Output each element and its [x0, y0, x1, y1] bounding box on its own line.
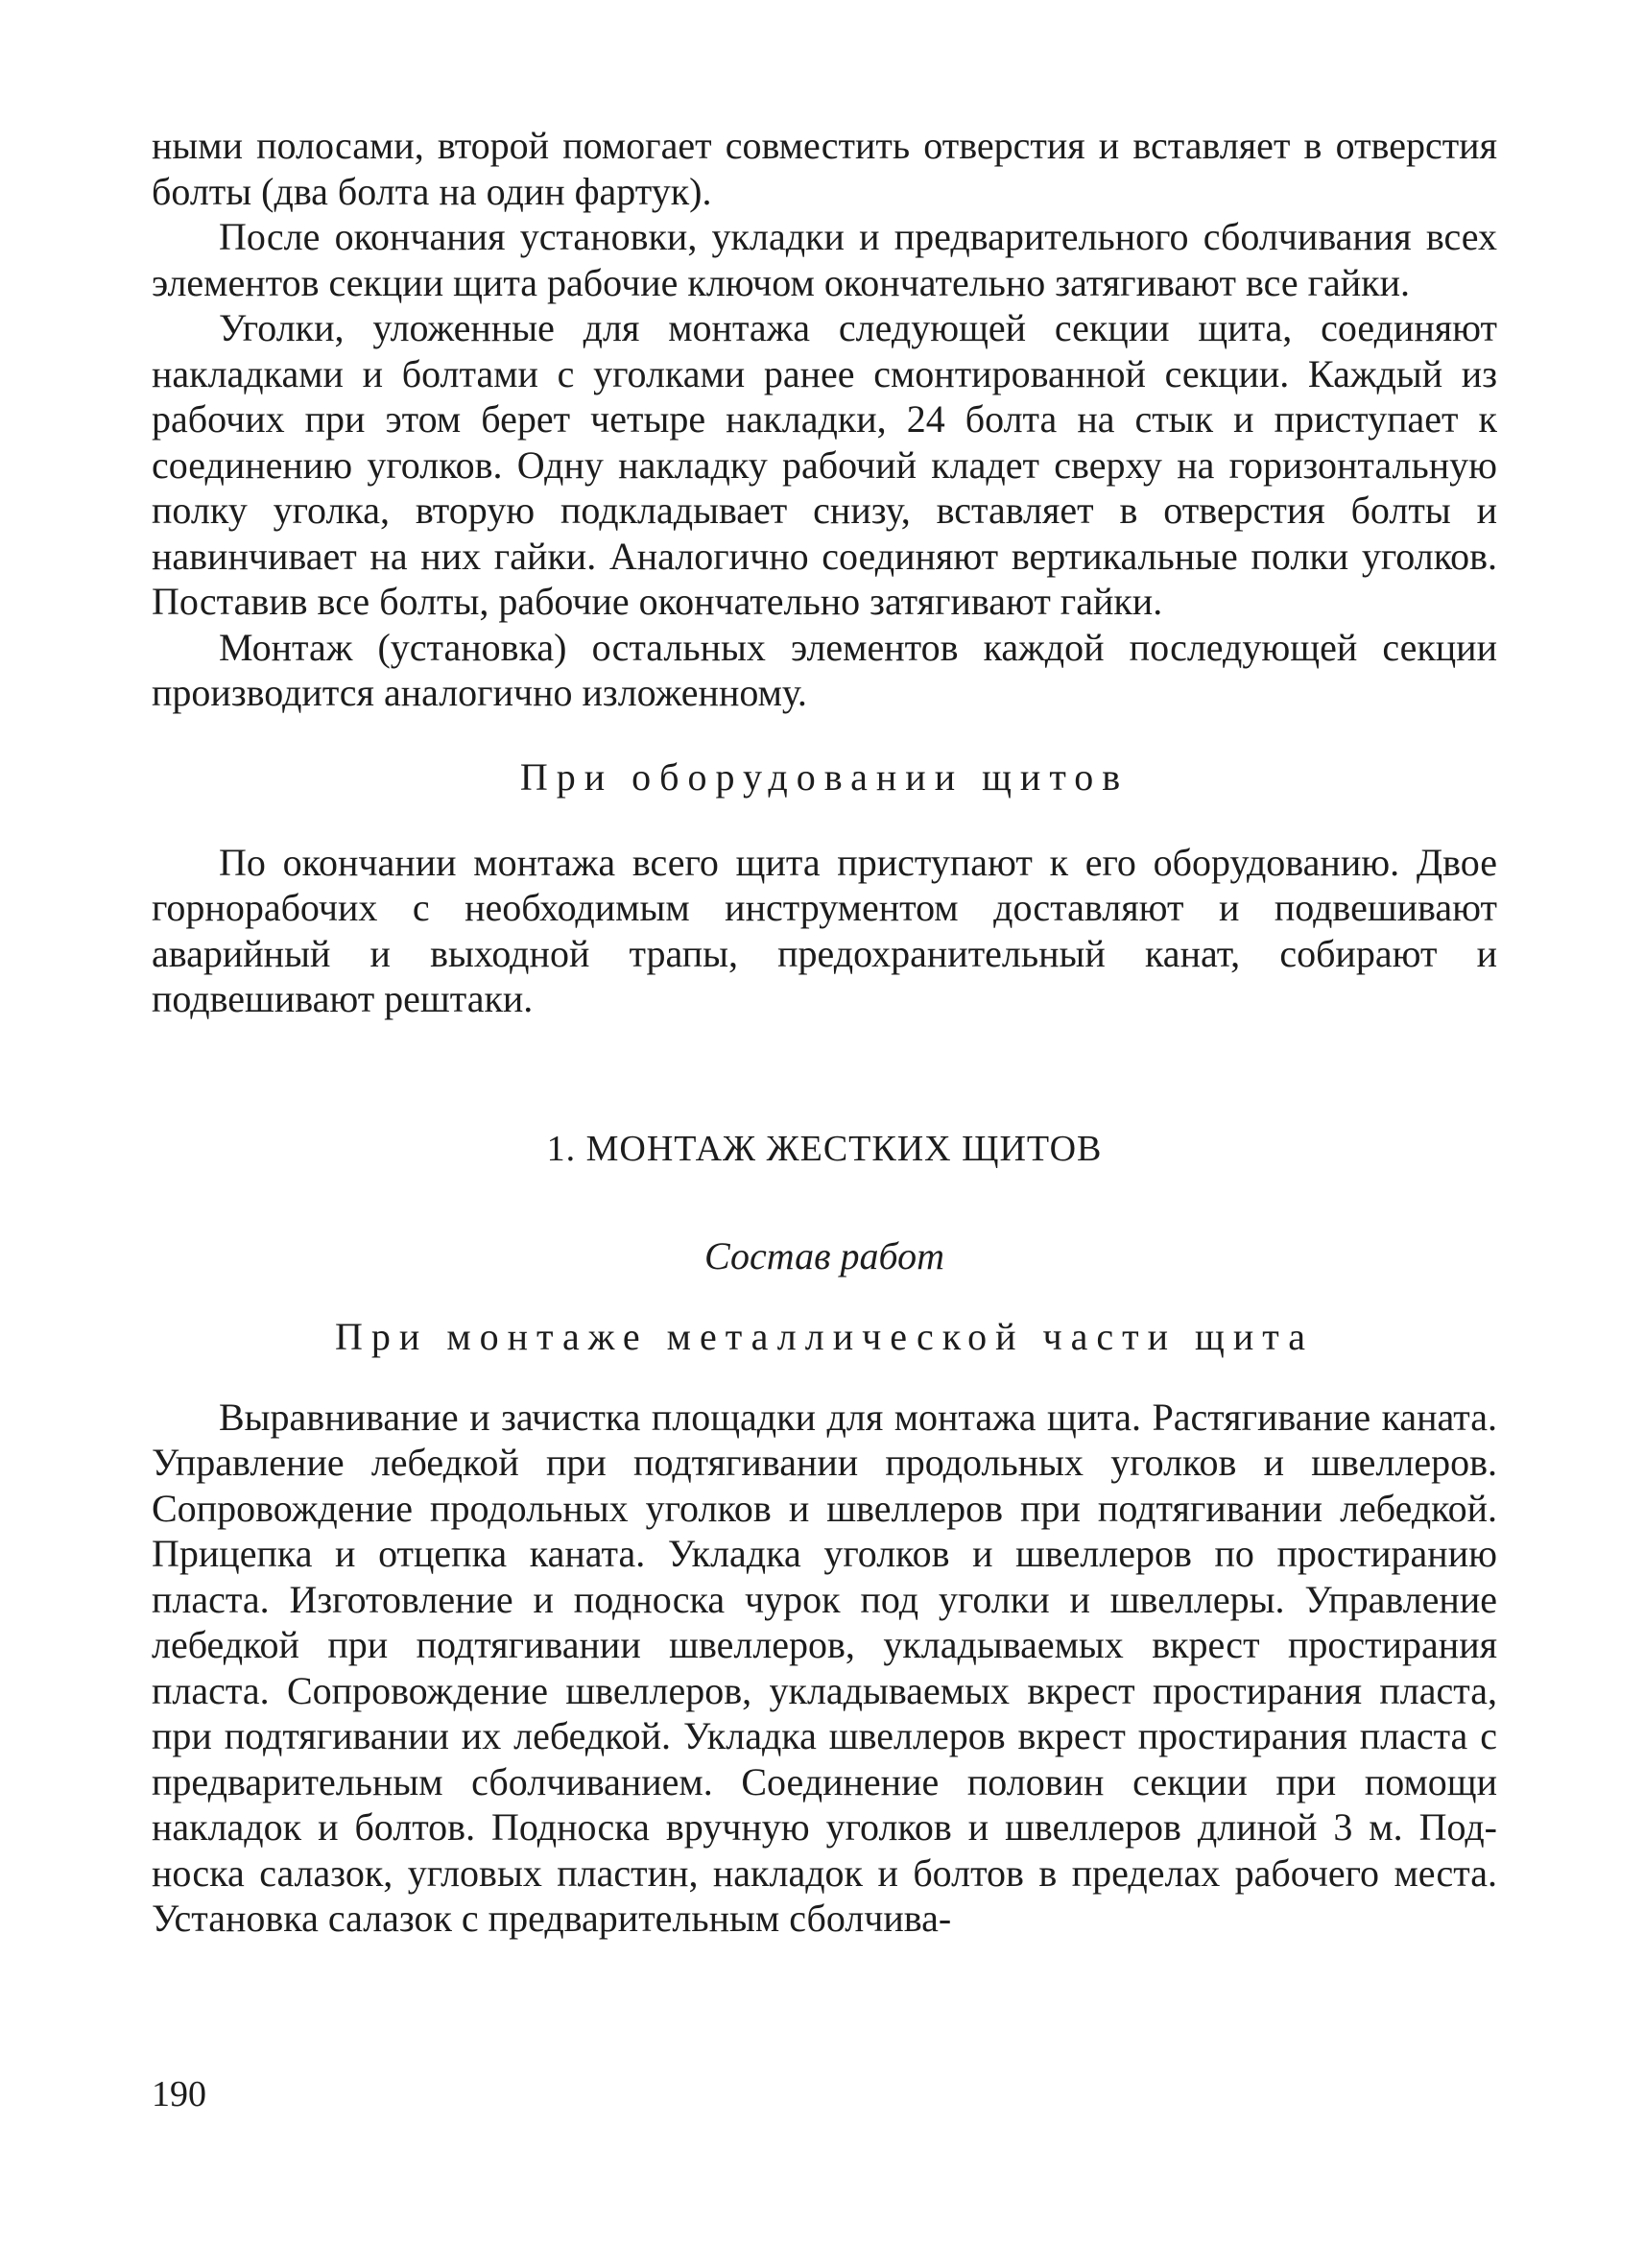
page-body [152, 123, 1497, 1942]
paragraph-angle-joining: Уголки, уложенные для монтажа следующей секции щита, соединяют накладками и болтами с уголками ранее смонтированной секции. Каждый из рабочих при этом берет четыре накладки, 24 болта на стык и приступает к соединению уголков. Одну накладку рабочий кладет сверху на горизонтальную полку уголка, вторую подкладывает снизу, вставляет в отверстия болты и навинчивает на них гайки. Аналогично соединяют вертикальные полки уголков. Поставив все болты, рабочие окончательно затягивают гайки. [152, 306, 1497, 623]
page-number: 190 [152, 2074, 206, 2114]
paragraph-equipment: По окончании монтажа всего щита приступают к его оборудованию. Двое горнорабочих с необходимым инструментом доставляют и подвешивают аварийный и выходной трапы, предохранительный канат, собирают и подвешивают рештаки. [152, 840, 1497, 1020]
subheading-metal-part: При монтаже металлической части щита [335, 1314, 1314, 1358]
subheading-equipment: При оборудовании щитов [519, 754, 1130, 799]
paragraph-continued: ными полосами, второй помогает совместить отверстия и вставляет в отверстия болты (два болта на один фартук). [152, 124, 1497, 213]
italic-heading: Состав работ [704, 1233, 944, 1277]
section-heading: 1. МОНТАЖ ЖЕСТКИХ ЩИТОВ [546, 1128, 1103, 1169]
paragraph-final-tightening: После окончания установки, укладки и предварительного сболчивания всех элементов секции щита рабочие ключом окончательно затягивают все гайки. [152, 215, 1497, 304]
paragraph-metal-part: Выравнивание и зачистка площадки для монтажа щита. Растягивание каната. Управление лебедкой при подтягивании продольных уголков и швеллеров. Сопровождение продольных уголков и швеллеров при подтягивании лебедкой. Прицепка и отцепка каната. Укладка уголков и швеллеров по простиранию пласта. Изготовление и подноска чурок под уголки и швеллеры. Управление лебедкой при подтягивании швеллеров, укладываемых вкрест простирания пласта. Сопровождение швеллеров, укладываемых вкрест простирания пласта, при подтягивании их лебедкой. Укладка швеллеров вкрест простирания пласта с предварительным сболчиванием. Соединение половин секции при помощи накладок и болтов. Подноска вручную уголков и швеллеров длиной 3 м. Подноска салазок, угловых пластин, накладок и болтов в пределах рабочего места. Установка салазок с предварительным сболчива- [152, 1395, 1497, 1940]
paragraph-remaining-sections: Монтаж (установка) остальных элементов каждой последующей секции производится аналогично изложенному. [152, 625, 1497, 714]
